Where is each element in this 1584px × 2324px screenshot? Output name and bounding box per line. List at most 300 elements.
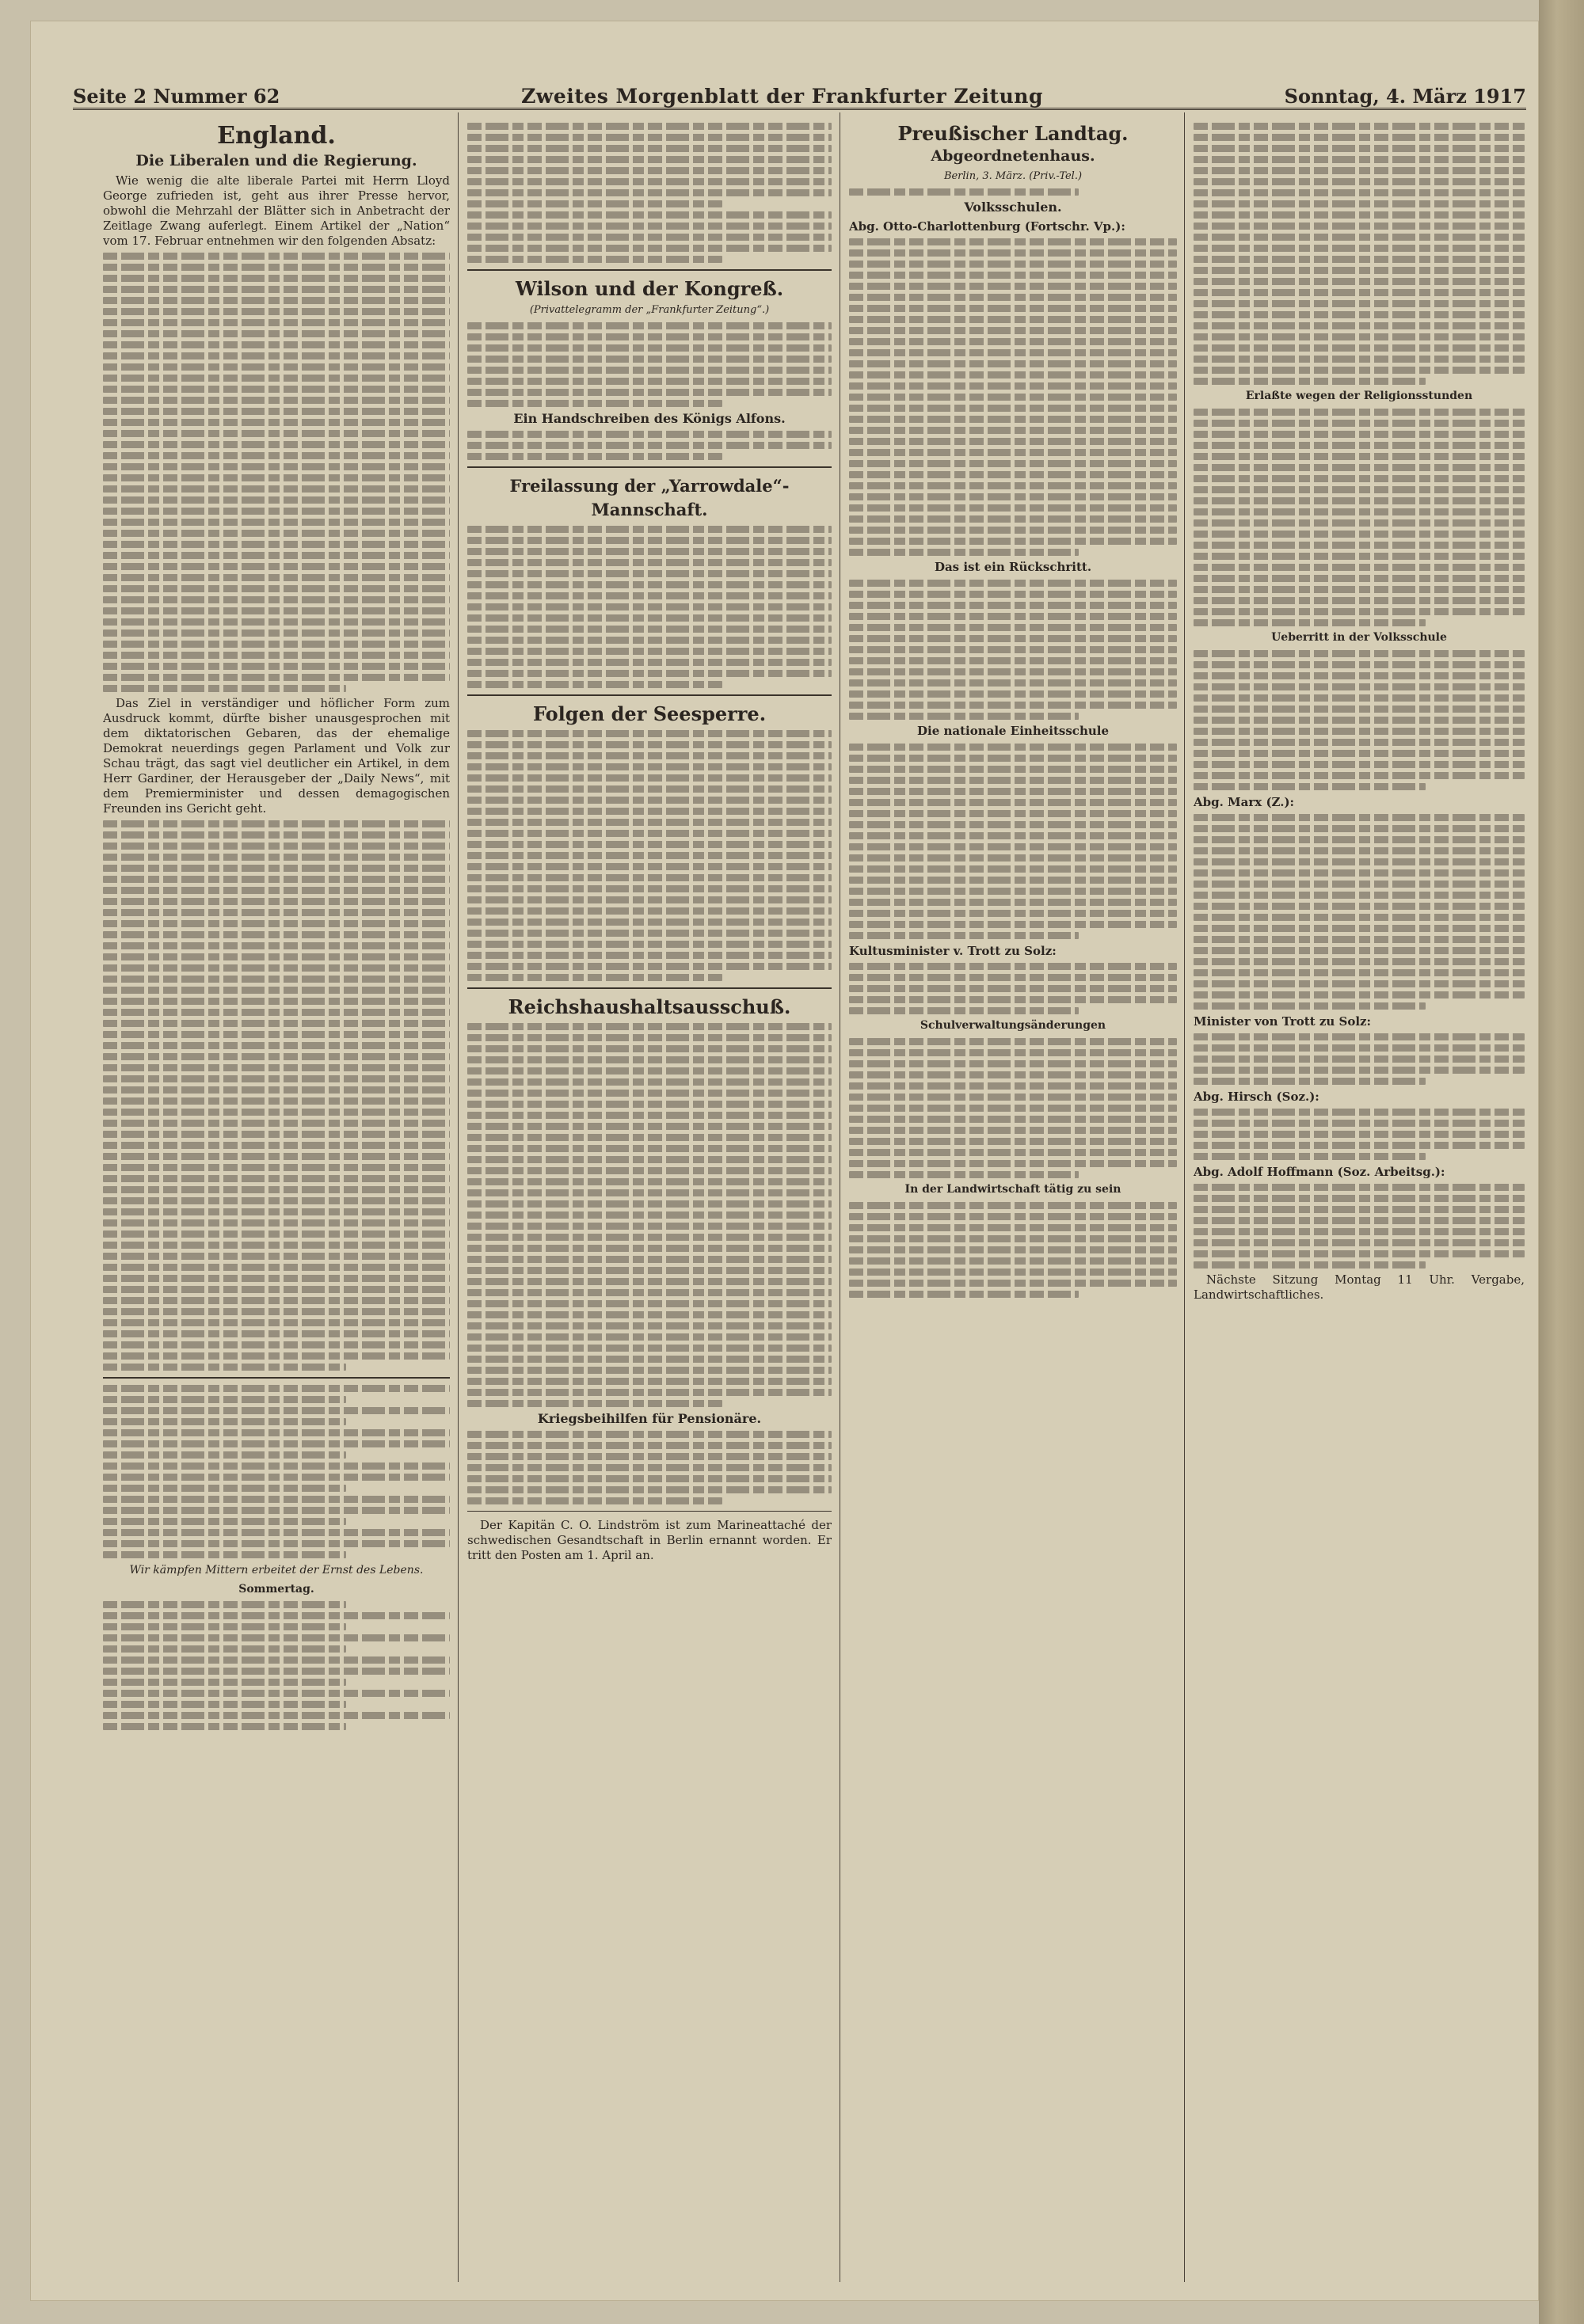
text-line xyxy=(103,1319,450,1326)
text-line xyxy=(103,685,346,692)
text-line xyxy=(849,283,1177,290)
text-line xyxy=(1194,367,1525,374)
text-line xyxy=(103,1612,450,1619)
text-line xyxy=(103,386,450,393)
text-line xyxy=(467,637,832,644)
text-line xyxy=(467,1289,832,1296)
text-line xyxy=(1194,772,1525,779)
text-line xyxy=(467,1453,832,1460)
text-line xyxy=(467,356,832,363)
text-line xyxy=(103,430,450,437)
text-line xyxy=(467,614,832,622)
text-line xyxy=(467,1497,722,1504)
text-line xyxy=(849,305,1177,312)
text-line xyxy=(467,1486,832,1493)
text-line xyxy=(849,1224,1177,1231)
text-line xyxy=(1194,553,1525,560)
text-line xyxy=(1194,356,1525,363)
text-line xyxy=(103,508,450,515)
text-line xyxy=(467,1300,832,1307)
text-line xyxy=(103,876,450,883)
text-line xyxy=(849,188,1079,196)
speaker-name: Minister von Trott zu Solz: xyxy=(1194,1014,1372,1029)
text-line xyxy=(103,842,450,850)
text-line xyxy=(849,1071,1177,1078)
text-line xyxy=(103,1297,450,1304)
text-line xyxy=(103,1219,450,1227)
text-line xyxy=(1194,1067,1525,1074)
article-title: Folgen der Seesperre. xyxy=(532,702,767,725)
text-line xyxy=(1194,178,1525,185)
text-line xyxy=(849,360,1177,367)
article-title: Wilson und der Kongreß. xyxy=(515,277,784,300)
text-line xyxy=(103,1418,346,1425)
text-line xyxy=(467,442,832,449)
text-line xyxy=(849,460,1177,467)
text-line xyxy=(467,741,832,748)
text-line xyxy=(1194,145,1525,152)
speaker-name: Abg. Hirsch (Soz.): xyxy=(1194,1090,1319,1104)
text-line xyxy=(467,1356,832,1363)
speaker-name: Abg. Otto-Charlottenburg (Fortschr. Vp.): xyxy=(849,219,1125,234)
text-line xyxy=(849,1149,1177,1156)
text-line xyxy=(103,1086,450,1094)
text-line xyxy=(849,382,1177,390)
text-line xyxy=(103,1679,346,1686)
text-line xyxy=(467,1345,832,1352)
text-line xyxy=(849,272,1177,279)
text-line xyxy=(1194,267,1525,274)
text-line xyxy=(467,874,832,881)
article-subheading: Ueberritt in der Volksschule xyxy=(1271,631,1447,644)
text-line xyxy=(1194,847,1525,854)
text-line xyxy=(849,394,1177,401)
text-line xyxy=(1194,211,1525,219)
text-line xyxy=(467,907,832,915)
text-line xyxy=(467,223,832,230)
text-line xyxy=(849,1094,1177,1101)
text-line xyxy=(103,1364,346,1371)
text-line xyxy=(1194,597,1525,604)
text-line xyxy=(849,316,1177,323)
text-line xyxy=(849,349,1177,356)
text-line xyxy=(1194,958,1525,965)
text-line xyxy=(467,200,722,207)
text-line xyxy=(467,581,832,588)
text-line xyxy=(849,899,1177,906)
text-line xyxy=(103,1474,450,1481)
text-line xyxy=(849,888,1177,895)
text-line xyxy=(103,297,450,304)
article-subheading: In der Landwirtschaft tätig zu sein xyxy=(904,1183,1121,1196)
speaker-name: Kultusminister v. Trott zu Solz: xyxy=(849,944,1057,958)
text-line xyxy=(467,730,832,737)
text-line xyxy=(849,1049,1177,1056)
text-line xyxy=(849,690,1177,698)
text-line xyxy=(467,1256,832,1263)
text-line xyxy=(103,452,450,459)
text-line xyxy=(849,854,1177,862)
text-line xyxy=(467,919,832,926)
text-line xyxy=(1194,869,1525,877)
column-2 xyxy=(467,119,832,2273)
text-line xyxy=(467,537,832,544)
text-line xyxy=(1194,278,1525,285)
column-rule xyxy=(458,112,459,2282)
section-divider xyxy=(103,1377,450,1379)
text-line xyxy=(467,1278,832,1285)
text-line xyxy=(467,1333,832,1341)
text-line xyxy=(1194,300,1525,307)
text-line xyxy=(103,1518,346,1525)
text-line xyxy=(467,1045,832,1052)
text-line xyxy=(1194,858,1525,865)
text-line xyxy=(103,541,450,548)
text-line xyxy=(1194,542,1525,549)
text-line xyxy=(467,896,832,903)
text-line xyxy=(1194,739,1525,746)
section-divider xyxy=(467,466,832,468)
text-line xyxy=(849,405,1177,412)
article-paragraph: Das Ziel in verständiger und höflicher Form zum Ausdruck kommt, dürfte bisher unausgesprochen mit dem diktatorischen Gebaren, das der ehemalige Demokrat neuerdings gegen Parlament und Volk zur Schau trägt, das sagt viel deutlicher ein Artikel, in dem Herr Gardiner, der Herausgeber der „Daily News“, mit dem Premierminister und dessen demagogischen Freunden ins Gericht geht. xyxy=(103,696,450,816)
article-title: Freilassung der „Yarrowdale“-Mannschaft. xyxy=(509,476,790,519)
text-line xyxy=(103,530,450,537)
article-body xyxy=(103,253,450,692)
text-line xyxy=(849,910,1177,917)
text-line xyxy=(467,670,832,677)
text-line xyxy=(1194,650,1525,657)
text-line xyxy=(849,493,1177,500)
text-line xyxy=(103,375,450,382)
text-line xyxy=(1194,892,1525,899)
text-line xyxy=(1194,378,1426,385)
text-line xyxy=(103,1330,450,1337)
text-line xyxy=(103,1031,450,1038)
text-line xyxy=(1194,619,1426,626)
text-line xyxy=(849,713,1079,720)
text-line xyxy=(467,211,832,219)
text-line xyxy=(103,330,450,337)
text-line xyxy=(467,1378,832,1385)
text-line xyxy=(467,681,722,688)
text-line xyxy=(1194,464,1525,471)
text-line xyxy=(103,1623,346,1630)
text-line xyxy=(103,1131,450,1138)
text-line xyxy=(849,416,1177,423)
text-line xyxy=(467,1431,832,1438)
text-line xyxy=(467,1267,832,1274)
text-line xyxy=(1194,1120,1525,1127)
text-line xyxy=(103,1634,450,1641)
text-line xyxy=(849,1060,1177,1067)
text-line xyxy=(467,1134,832,1141)
text-line xyxy=(467,603,832,610)
text-line xyxy=(1194,881,1525,888)
text-line xyxy=(103,1064,450,1071)
text-line xyxy=(1194,969,1525,976)
text-line xyxy=(1194,311,1525,318)
text-line xyxy=(103,1645,346,1653)
text-line xyxy=(103,1723,346,1730)
text-line xyxy=(1194,1142,1525,1149)
text-line xyxy=(1194,717,1525,724)
text-line xyxy=(467,752,832,759)
book-spine xyxy=(1539,0,1584,2324)
text-line xyxy=(103,1164,450,1171)
text-line xyxy=(467,930,832,937)
text-line xyxy=(103,363,450,371)
text-line xyxy=(849,821,1177,828)
text-line xyxy=(103,1075,450,1082)
text-line xyxy=(467,145,832,152)
text-line xyxy=(103,1142,450,1149)
text-line xyxy=(103,1153,450,1160)
text-line xyxy=(467,1211,832,1219)
text-line xyxy=(849,755,1177,762)
text-line xyxy=(103,854,450,861)
text-line xyxy=(849,1246,1177,1253)
text-line xyxy=(849,788,1177,795)
text-line xyxy=(849,591,1177,598)
text-line xyxy=(467,863,832,870)
text-line xyxy=(1194,1078,1426,1085)
text-line xyxy=(467,1090,832,1097)
text-line xyxy=(467,1475,832,1482)
text-line xyxy=(467,431,832,438)
text-line xyxy=(103,1396,346,1403)
article-subtitle: Abgeordnetenhaus. xyxy=(931,147,1095,165)
text-line xyxy=(849,1116,1177,1123)
article-subheading: Die nationale Einheitsschule xyxy=(916,724,1109,738)
dateline: Berlin, 3. März. (Priv.-Tel.) xyxy=(943,170,1083,182)
text-line xyxy=(467,963,832,970)
text-line xyxy=(467,367,832,374)
section-divider xyxy=(467,1511,832,1512)
text-line xyxy=(103,931,450,938)
text-line xyxy=(849,810,1177,817)
text-line xyxy=(1194,564,1525,571)
text-line xyxy=(1194,1131,1525,1138)
issue-date: Sonntag, 4. März 1917 xyxy=(1284,85,1526,108)
text-line xyxy=(103,953,450,960)
text-line xyxy=(1194,1109,1525,1116)
text-line xyxy=(103,674,450,681)
text-line xyxy=(849,580,1177,587)
text-line xyxy=(467,453,722,460)
text-line xyxy=(103,998,450,1005)
text-line xyxy=(849,1127,1177,1134)
text-line xyxy=(849,985,1177,992)
text-line xyxy=(467,626,832,633)
text-line xyxy=(849,482,1177,489)
text-line xyxy=(467,841,832,848)
text-line xyxy=(103,865,450,872)
text-line xyxy=(1194,256,1525,263)
text-line xyxy=(1194,925,1525,932)
text-line xyxy=(103,1253,450,1260)
text-line xyxy=(467,333,832,340)
poem-title: Sommertag. xyxy=(238,1583,314,1596)
text-line xyxy=(1194,1153,1426,1160)
text-line xyxy=(103,352,450,359)
text-line xyxy=(103,1485,346,1492)
text-line xyxy=(1194,761,1525,768)
text-line xyxy=(467,570,832,577)
text-line xyxy=(849,602,1177,609)
text-line xyxy=(467,1400,722,1407)
text-line xyxy=(103,663,450,670)
text-line xyxy=(849,427,1177,434)
text-line xyxy=(103,1308,450,1315)
text-line xyxy=(103,341,450,348)
text-line xyxy=(103,618,450,626)
text-line xyxy=(103,308,450,315)
text-line xyxy=(467,167,832,174)
text-line xyxy=(467,648,832,655)
article-title: Preußischer Landtag. xyxy=(897,122,1129,145)
text-line xyxy=(467,344,832,352)
text-line xyxy=(1194,508,1525,515)
text-line xyxy=(1194,783,1426,790)
text-line xyxy=(467,178,832,185)
text-line xyxy=(467,763,832,770)
text-line xyxy=(103,1230,450,1238)
text-line xyxy=(103,275,450,282)
text-line xyxy=(103,1009,450,1016)
text-line xyxy=(467,1367,832,1374)
text-line xyxy=(1194,167,1525,174)
text-line xyxy=(849,613,1177,620)
text-line xyxy=(1194,1044,1525,1052)
poem-section xyxy=(103,1385,450,1730)
text-line xyxy=(467,389,832,396)
text-line xyxy=(1194,903,1525,910)
text-line xyxy=(103,987,450,994)
text-line xyxy=(103,1690,450,1697)
text-line xyxy=(103,1208,450,1215)
text-line xyxy=(849,1291,1079,1298)
text-line xyxy=(467,819,832,826)
page-header xyxy=(73,73,1526,110)
text-line xyxy=(103,1042,450,1049)
source-line: (Privattelegramm der „Frankfurter Zeitung“.) xyxy=(529,304,770,316)
text-line xyxy=(849,1160,1177,1167)
text-line xyxy=(849,646,1177,653)
text-line xyxy=(467,1389,832,1396)
text-line xyxy=(849,449,1177,456)
text-line xyxy=(849,921,1177,928)
text-line xyxy=(1194,728,1525,735)
article-title: Reichshaushaltsausschuß. xyxy=(508,995,791,1018)
text-line xyxy=(103,397,450,404)
text-line xyxy=(1194,672,1525,679)
text-line xyxy=(467,1067,832,1075)
text-line xyxy=(1194,1217,1525,1224)
masthead: Zweites Morgenblatt der Frankfurter Zeitung xyxy=(521,85,1043,108)
text-line xyxy=(103,909,450,916)
text-line xyxy=(467,1178,832,1185)
text-line xyxy=(1194,156,1525,163)
text-line xyxy=(1194,814,1525,821)
text-line xyxy=(849,371,1177,378)
text-line xyxy=(1194,1184,1525,1191)
text-line xyxy=(467,830,832,837)
text-line xyxy=(103,1701,346,1708)
text-line xyxy=(467,952,832,959)
text-line xyxy=(467,1112,832,1119)
text-line xyxy=(849,865,1177,873)
text-line xyxy=(103,1109,450,1116)
text-line xyxy=(103,1385,450,1392)
text-line xyxy=(103,441,450,448)
text-line xyxy=(1194,322,1525,329)
text-line xyxy=(1194,694,1525,702)
text-line xyxy=(103,286,450,293)
text-line xyxy=(849,1213,1177,1220)
text-line xyxy=(467,1322,832,1329)
text-line xyxy=(1194,1002,1426,1010)
text-line xyxy=(103,1529,450,1536)
text-line xyxy=(467,1056,832,1063)
text-line xyxy=(103,574,450,581)
text-line xyxy=(103,820,450,827)
text-line xyxy=(849,657,1177,664)
text-line xyxy=(849,1038,1177,1045)
text-line xyxy=(849,294,1177,301)
text-line xyxy=(1194,608,1525,615)
text-line xyxy=(467,808,832,815)
text-line xyxy=(103,1601,346,1608)
text-line xyxy=(103,942,450,949)
text-line xyxy=(467,548,832,555)
text-line xyxy=(103,474,450,481)
text-line xyxy=(849,996,1177,1003)
text-line xyxy=(849,1105,1177,1112)
text-line xyxy=(467,797,832,804)
text-line xyxy=(103,552,450,559)
text-line xyxy=(467,1223,832,1230)
text-line xyxy=(103,652,450,659)
text-line xyxy=(849,504,1177,512)
text-line xyxy=(103,496,450,504)
text-line xyxy=(1194,1195,1525,1202)
text-line xyxy=(1194,1261,1426,1269)
text-line xyxy=(1194,1250,1525,1257)
text-line xyxy=(467,400,722,407)
text-line xyxy=(467,592,832,599)
text-line xyxy=(467,1034,832,1041)
text-line xyxy=(849,1202,1177,1209)
text-line xyxy=(467,885,832,892)
speaker-name: Abg. Marx (Z.): xyxy=(1194,795,1295,809)
text-line xyxy=(103,1440,450,1447)
text-line xyxy=(103,1496,450,1503)
page-number: Seite 2 Nummer 62 xyxy=(73,85,280,108)
text-line xyxy=(467,1145,832,1152)
text-line xyxy=(849,338,1177,345)
text-line xyxy=(849,766,1177,773)
text-line xyxy=(467,1200,832,1208)
article-subheading: Schulverwaltungsänderungen xyxy=(920,1019,1106,1032)
text-line xyxy=(103,920,450,927)
text-line xyxy=(1194,661,1525,668)
text-line xyxy=(849,549,1079,556)
text-line xyxy=(1194,825,1525,832)
article-subheading: Das ist ein Rückschritt. xyxy=(934,560,1092,574)
article-lead: Wie wenig die alte liberale Partei mit Herrn Lloyd George zufrieden ist, geht aus ihrer Presse hervor, obwohl die Mehrzahl der Blätter sich in Anbetracht der Zeitlage Zwang auferlegt. Einem Artikel der „Nation“ vom 17. Februar entnehmen wir den folgenden Absatz: xyxy=(103,173,450,248)
text-line xyxy=(467,559,832,566)
article-paragraph: Der Kapitän C. O. Lindström ist zum Marineattaché der schwedischen Gesandtschaft in Berlin ernannt worden. Er tritt den Posten am 1. April an. xyxy=(467,1518,832,1562)
